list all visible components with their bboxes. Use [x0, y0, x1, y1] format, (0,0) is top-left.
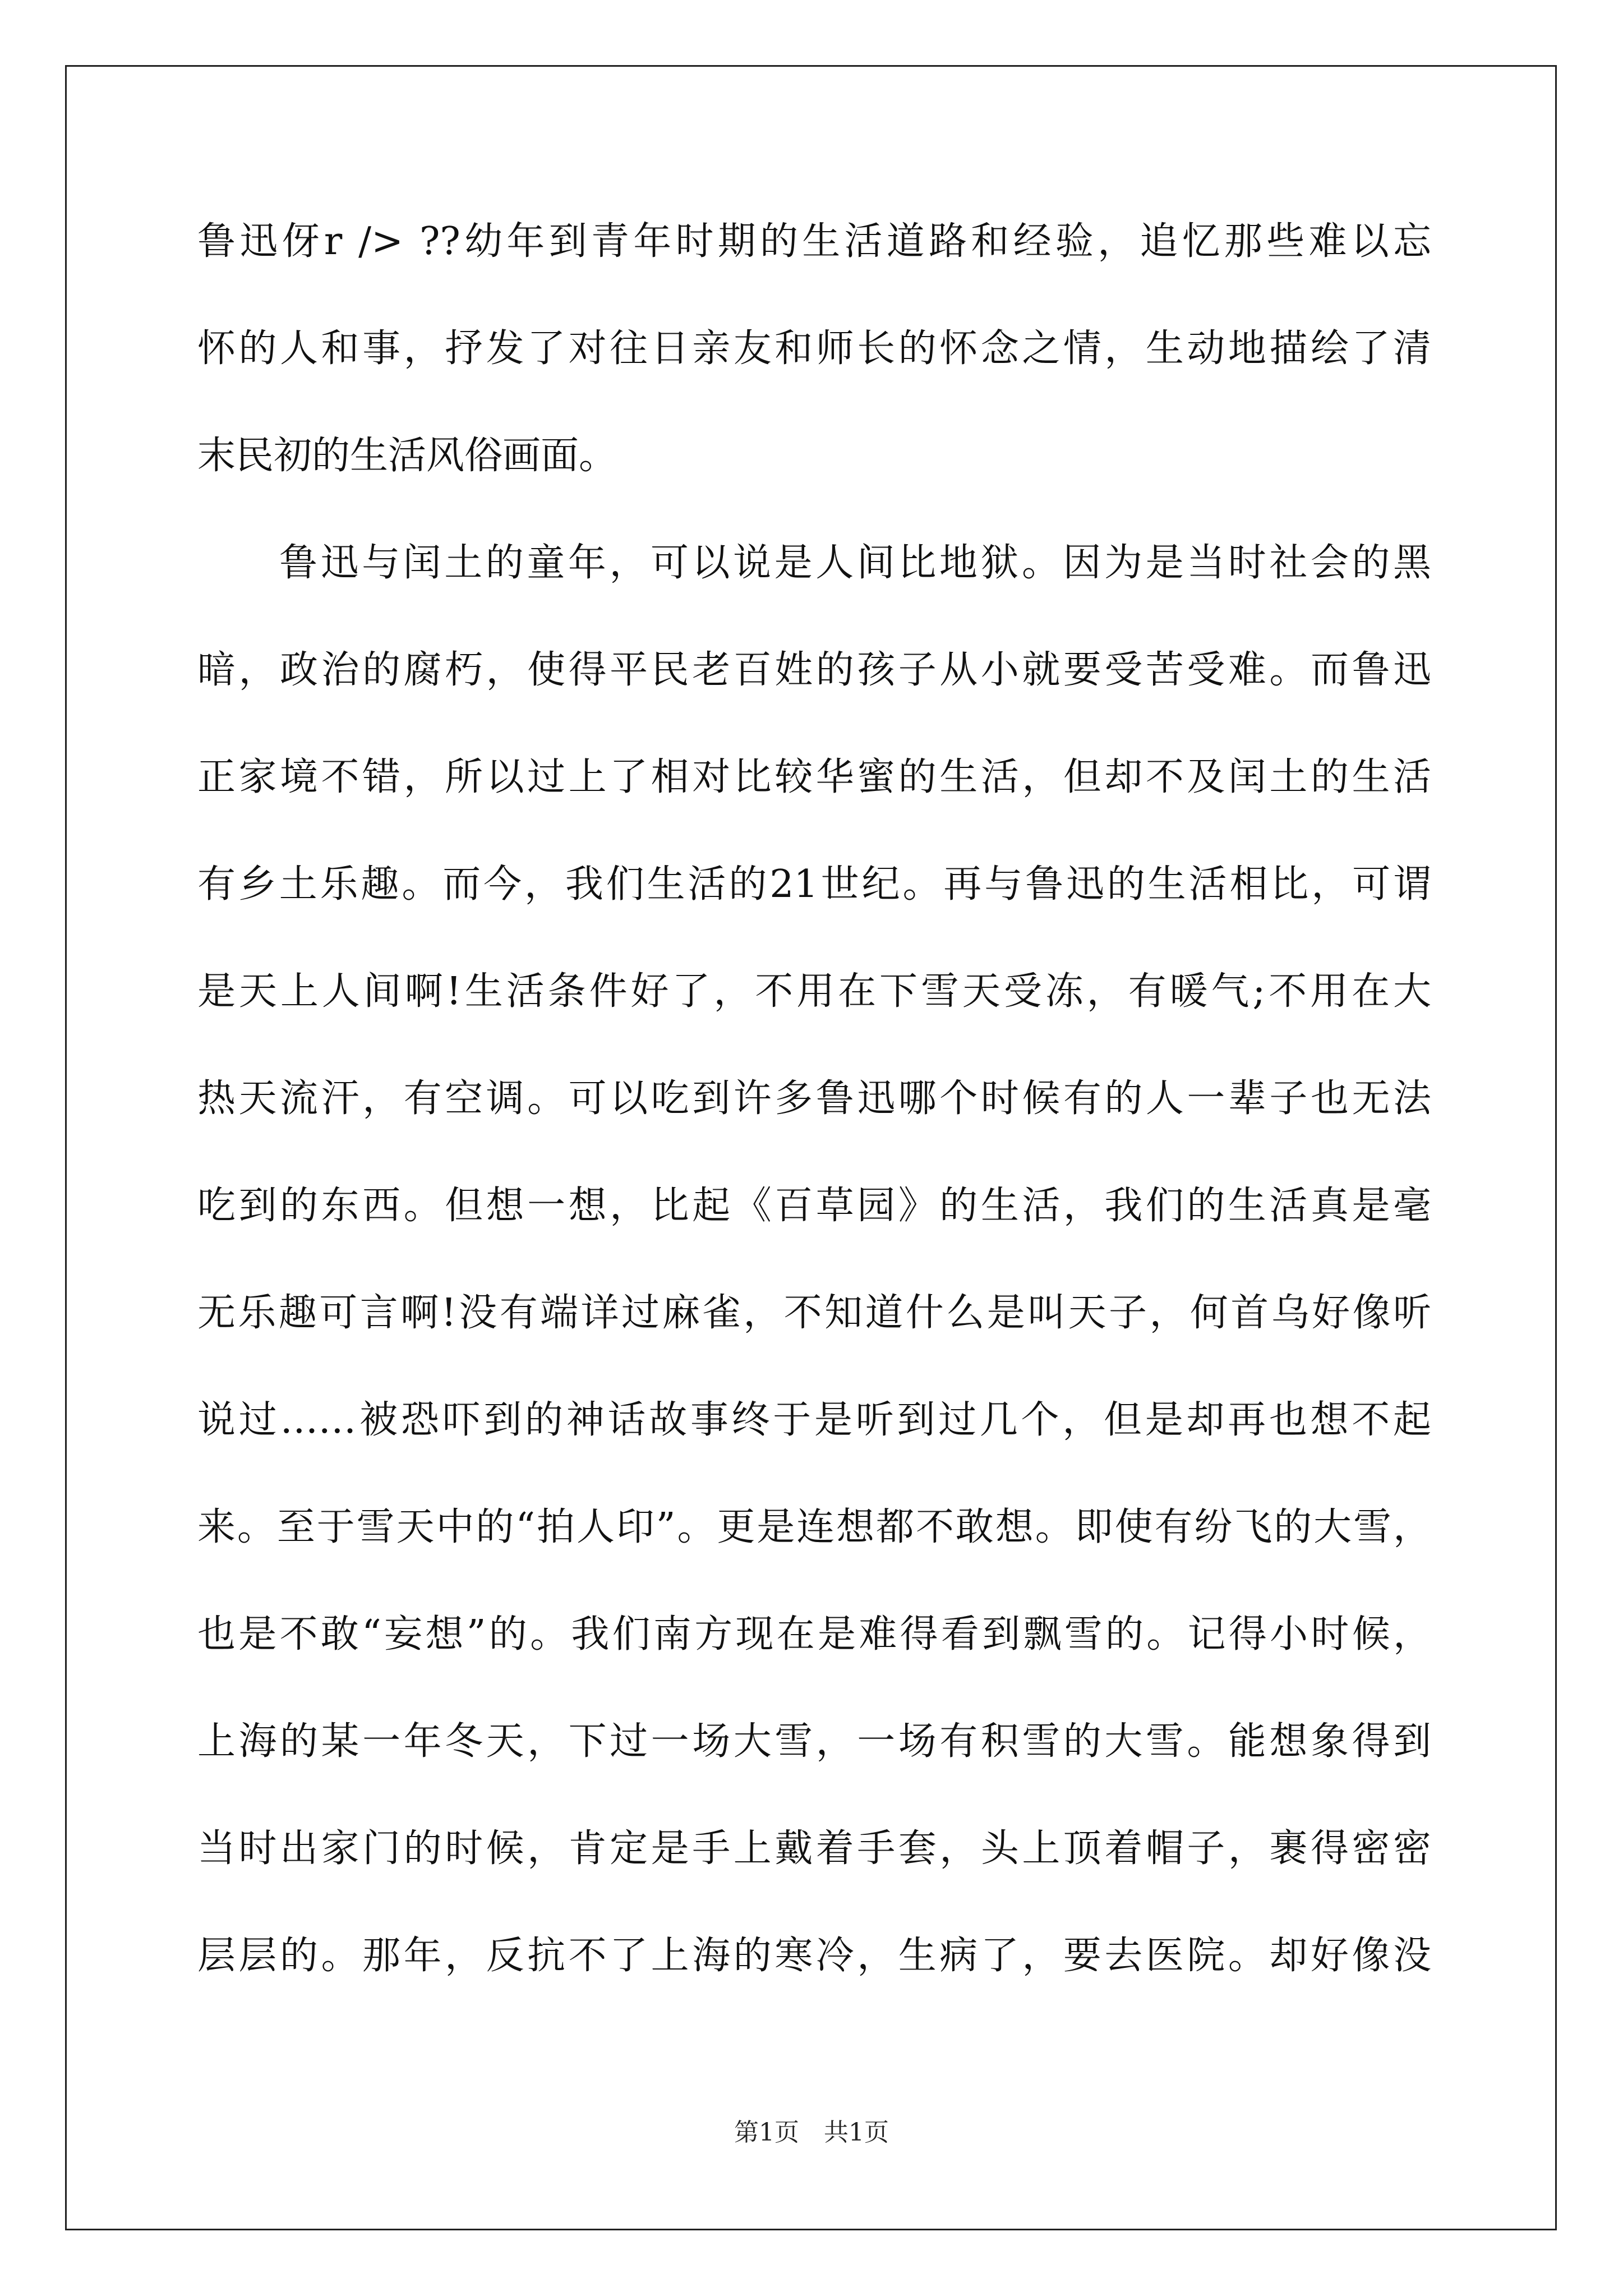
text-line: 暗，政治的腐朽，使得平民老百姓的孩子从小就要受苦受难。而鲁迅 — [197, 648, 1431, 692]
text-line: 怀的人和事，抒发了对往日亲友和师长的怀念之情，生动地描绘了清 — [197, 326, 1431, 371]
text-line: 鲁迅伢r /> ??幼年到青年时期的生活道路和经验，追忆那些难以忘 — [197, 219, 1431, 264]
text-line: 有乡土乐趣。而今，我们生活的21世纪。再与鲁迅的生活相比，可谓 — [197, 862, 1431, 907]
text-line: 无乐趣可言啊!没有端详过麻雀，不知道什么是叫天子，何首乌好像听 — [197, 1291, 1431, 1335]
text-line: 热天流汗，有空调。可以吃到许多鲁迅哪个时候有的人一辈子也无法 — [197, 1076, 1431, 1121]
text-line: 吃到的东西。但想一想，比起《百草园》的生活，我们的生活真是毫 — [197, 1184, 1431, 1228]
text-line: 上海的某一年冬天，下过一场大雪，一场有积雪的大雪。能想象得到 — [197, 1719, 1431, 1764]
text-line: 来。至于雪天中的“拍人印”。更是连想都不敢想。即使有纷飞的大雪， — [197, 1505, 1431, 1549]
text-line: 末民初的生活风俗画面。 — [197, 434, 617, 478]
text-line: 说过……被恐吓到的神话故事终于是听到过几个，但是却再也想不起 — [197, 1398, 1431, 1442]
text-line: 当时出家门的时候，肯定是手上戴着手套，头上顶着帽子，裹得密密 — [197, 1826, 1431, 1871]
document-body — [197, 206, 1431, 2028]
text-line: 是天上人间啊!生活条件好了，不用在下雪天受冻，有暖气;不用在大 — [197, 969, 1431, 1014]
text-line: 鲁迅与闰土的童年，可以说是人间比地狱。因为是当时社会的黑 — [279, 541, 1431, 585]
text-line: 也是不敢“妄想”的。我们南方现在是难得看到飘雪的。记得小时候， — [197, 1612, 1431, 1657]
text-line: 正家境不错，所以过上了相对比较华蜜的生活，但却不及闰土的生活 — [197, 755, 1431, 799]
page-number-footer: 第1页 共1页 — [734, 2118, 889, 2147]
text-line: 层层的。那年，反抗不了上海的寒冷，生病了，要去医院。却好像没 — [197, 1934, 1431, 1978]
